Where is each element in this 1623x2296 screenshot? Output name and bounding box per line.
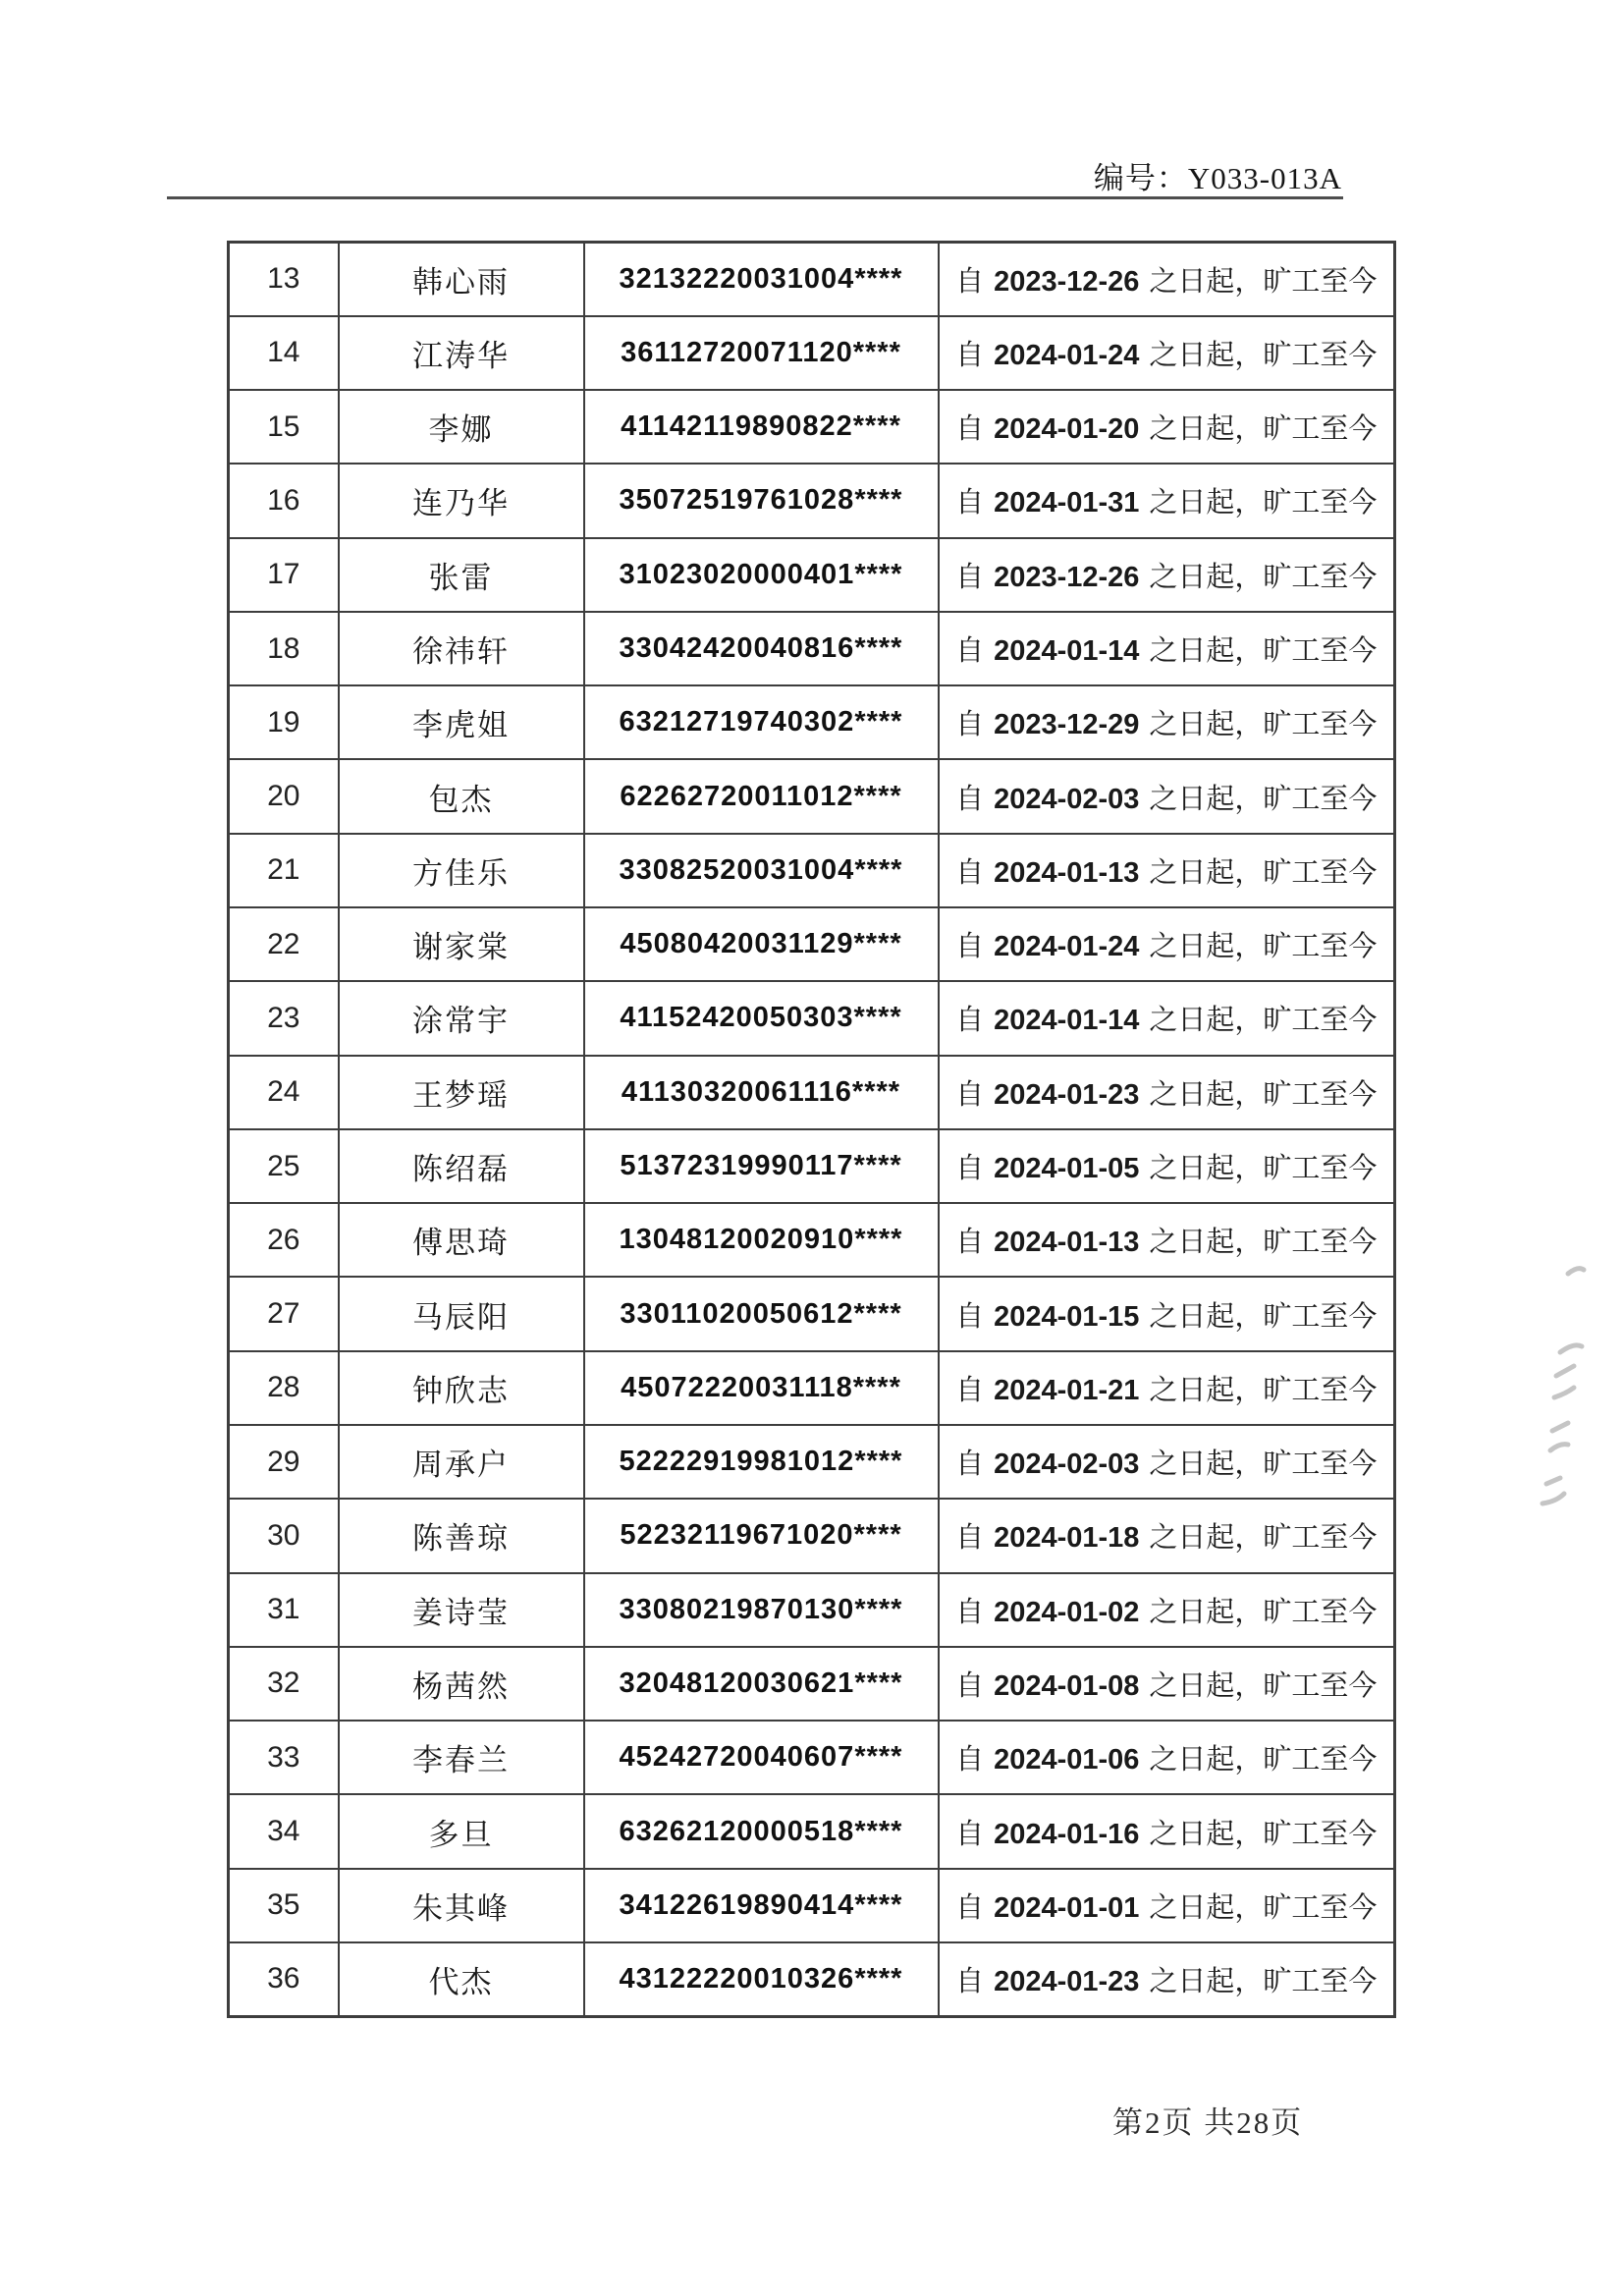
status-prefix: 自: [955, 1374, 985, 1406]
status-cell: [939, 1869, 1395, 1942]
scan-artifact: [1517, 1203, 1605, 1527]
table-row: [229, 759, 1395, 833]
table-row: [229, 1721, 1395, 1794]
row-number-cell: 27: [229, 1277, 339, 1350]
id-number-cell: 45242720040607****: [584, 1721, 939, 1794]
id-number-cell: 34122619890414****: [584, 1869, 939, 1942]
table-row: [229, 1056, 1395, 1129]
table-row: [229, 685, 1395, 759]
status-prefix: 自: [955, 1522, 985, 1555]
id-number-cell: 32132220031004****: [584, 243, 939, 316]
row-number-cell: 33: [229, 1721, 339, 1794]
row-number-cell: 35: [229, 1869, 339, 1942]
row-number-cell: 15: [229, 390, 339, 464]
name-cell: 李虎姐: [339, 685, 584, 759]
status-suffix: 之日起，旷工至今: [1149, 1965, 1378, 1997]
table-row: [229, 981, 1395, 1055]
status-cell: [939, 685, 1395, 759]
status-suffix: 之日起，旷工至今: [1149, 1596, 1378, 1628]
status-prefix: 自: [955, 1227, 985, 1259]
id-number-cell: 41142119890822****: [584, 390, 939, 464]
status-prefix: 自: [955, 561, 985, 593]
name-cell: 李娜: [339, 390, 584, 464]
status-date: 2024-01-08: [994, 1669, 1140, 1702]
row-number-cell: 31: [229, 1573, 339, 1647]
status-cell: [939, 1721, 1395, 1794]
page-footer: 第2页 共28页: [1112, 2105, 1304, 2140]
name-cell: 代杰: [339, 1942, 584, 2017]
header-divider: [167, 196, 1343, 199]
id-number-cell: 41130320061116****: [584, 1056, 939, 1129]
name-cell: 杨茜然: [339, 1647, 584, 1721]
id-number-cell: 32048120030621****: [584, 1647, 939, 1721]
status-prefix: 自: [955, 413, 985, 446]
table-row: [229, 1794, 1395, 1868]
status-cell: [939, 1277, 1395, 1350]
status-prefix: 自: [955, 635, 985, 668]
status-cell: [939, 243, 1395, 316]
id-number-cell: 63262120000518****: [584, 1794, 939, 1868]
status-suffix: 之日起，旷工至今: [1149, 709, 1378, 741]
table-row: [229, 834, 1395, 907]
status-date: 2024-01-06: [994, 1744, 1140, 1777]
row-number-cell: 18: [229, 612, 339, 685]
status-cell: [939, 612, 1395, 685]
table-row: [229, 1351, 1395, 1425]
status-date: 2024-01-13: [994, 856, 1140, 889]
name-cell: 江涛华: [339, 316, 584, 390]
status-cell: [939, 1351, 1395, 1425]
status-date: 2023-12-29: [994, 709, 1140, 741]
status-suffix: 之日起，旷工至今: [1149, 1744, 1378, 1777]
status-date: 2024-01-13: [994, 1227, 1140, 1259]
status-cell: [939, 1794, 1395, 1868]
table-row: [229, 464, 1395, 537]
status-prefix: 自: [955, 1891, 985, 1924]
status-cell: [939, 390, 1395, 464]
id-number-cell: 13048120020910****: [584, 1203, 939, 1277]
row-number-cell: 14: [229, 316, 339, 390]
status-suffix: 之日起，旷工至今: [1149, 1522, 1378, 1555]
status-prefix: 自: [955, 487, 985, 519]
status-cell: [939, 759, 1395, 833]
row-number-cell: 36: [229, 1942, 339, 2017]
status-cell: [939, 1573, 1395, 1647]
status-prefix: 自: [955, 709, 985, 741]
status-suffix: 之日起，旷工至今: [1149, 856, 1378, 889]
table-row: [229, 243, 1395, 316]
name-cell: 陈善琼: [339, 1499, 584, 1572]
id-number-cell: 33011020050612****: [584, 1277, 939, 1350]
status-suffix: 之日起，旷工至今: [1149, 1891, 1378, 1924]
table-row: [229, 907, 1395, 981]
name-cell: 傅思琦: [339, 1203, 584, 1277]
name-cell: 马辰阳: [339, 1277, 584, 1350]
status-suffix: 之日起，旷工至今: [1149, 1227, 1378, 1259]
status-date: 2024-01-16: [994, 1818, 1140, 1850]
row-number-cell: 19: [229, 685, 339, 759]
table-row: [229, 538, 1395, 612]
status-suffix: 之日起，旷工至今: [1149, 1818, 1378, 1850]
table-row: [229, 1425, 1395, 1499]
status-prefix: 自: [955, 1818, 985, 1850]
status-date: 2024-01-31: [994, 487, 1140, 519]
status-prefix: 自: [955, 1669, 985, 1702]
status-date: 2024-01-02: [994, 1596, 1140, 1628]
status-suffix: 之日起，旷工至今: [1149, 1153, 1378, 1185]
name-cell: 李春兰: [339, 1721, 584, 1794]
name-cell: 姜诗莹: [339, 1573, 584, 1647]
row-number-cell: 30: [229, 1499, 339, 1572]
table-row: [229, 1499, 1395, 1572]
status-prefix: 自: [955, 931, 985, 963]
name-cell: 多旦: [339, 1794, 584, 1868]
status-prefix: 自: [955, 1005, 985, 1037]
status-prefix: 自: [955, 339, 985, 371]
absence-table: [227, 241, 1396, 2018]
status-date: 2024-01-18: [994, 1522, 1140, 1555]
status-suffix: 之日起，旷工至今: [1149, 1005, 1378, 1037]
table-row: [229, 1647, 1395, 1721]
table-row: [229, 1942, 1395, 2017]
status-cell: [939, 981, 1395, 1055]
status-date: 2024-01-01: [994, 1891, 1140, 1924]
status-prefix: 自: [955, 783, 985, 815]
status-suffix: 之日起，旷工至今: [1149, 931, 1378, 963]
name-cell: 钟欣志: [339, 1351, 584, 1425]
table-row: [229, 390, 1395, 464]
status-date: 2024-02-03: [994, 783, 1140, 815]
doc-number: 编号：Y033-013A: [1093, 161, 1342, 195]
status-cell: [939, 464, 1395, 537]
row-number-cell: 24: [229, 1056, 339, 1129]
status-prefix: 自: [955, 1744, 985, 1777]
row-number-cell: 29: [229, 1425, 339, 1499]
name-cell: 朱其峰: [339, 1869, 584, 1942]
row-number-cell: 21: [229, 834, 339, 907]
name-cell: 涂常宇: [339, 981, 584, 1055]
status-suffix: 之日起，旷工至今: [1149, 339, 1378, 371]
name-cell: 陈绍磊: [339, 1129, 584, 1203]
name-cell: 谢家棠: [339, 907, 584, 981]
status-suffix: 之日起，旷工至今: [1149, 1449, 1378, 1481]
id-number-cell: 52232119671020****: [584, 1499, 939, 1572]
status-date: 2024-01-24: [994, 339, 1140, 371]
row-number-cell: 34: [229, 1794, 339, 1868]
status-prefix: 自: [955, 265, 985, 298]
row-number-cell: 17: [229, 538, 339, 612]
status-cell: [939, 1647, 1395, 1721]
table-row: [229, 1203, 1395, 1277]
table-row: [229, 612, 1395, 685]
status-cell: [939, 1129, 1395, 1203]
name-cell: 包杰: [339, 759, 584, 833]
id-number-cell: 33042420040816****: [584, 612, 939, 685]
row-number-cell: 23: [229, 981, 339, 1055]
name-cell: 连乃华: [339, 464, 584, 537]
status-date: 2024-01-20: [994, 413, 1140, 446]
status-prefix: 自: [955, 856, 985, 889]
row-number-cell: 28: [229, 1351, 339, 1425]
name-cell: 周承户: [339, 1425, 584, 1499]
status-prefix: 自: [955, 1153, 985, 1185]
status-date: 2024-02-03: [994, 1449, 1140, 1481]
status-prefix: 自: [955, 1078, 985, 1111]
name-cell: 张雷: [339, 538, 584, 612]
status-date: 2024-01-05: [994, 1153, 1140, 1185]
row-number-cell: 25: [229, 1129, 339, 1203]
status-cell: [939, 834, 1395, 907]
status-date: 2024-01-21: [994, 1374, 1140, 1406]
status-cell: [939, 907, 1395, 981]
status-suffix: 之日起，旷工至今: [1149, 487, 1378, 519]
table-row: [229, 1277, 1395, 1350]
status-suffix: 之日起，旷工至今: [1149, 561, 1378, 593]
row-number-cell: 22: [229, 907, 339, 981]
id-number-cell: 35072519761028****: [584, 464, 939, 537]
status-suffix: 之日起，旷工至今: [1149, 783, 1378, 815]
status-date: 2024-01-23: [994, 1078, 1140, 1111]
name-cell: 韩心雨: [339, 243, 584, 316]
status-suffix: 之日起，旷工至今: [1149, 1669, 1378, 1702]
status-prefix: 自: [955, 1965, 985, 1997]
id-number-cell: 45080420031129****: [584, 907, 939, 981]
row-number-cell: 26: [229, 1203, 339, 1277]
status-cell: [939, 1942, 1395, 2017]
status-cell: [939, 1499, 1395, 1572]
table-row: [229, 1869, 1395, 1942]
status-suffix: 之日起，旷工至今: [1149, 635, 1378, 668]
row-number-cell: 20: [229, 759, 339, 833]
status-cell: [939, 1425, 1395, 1499]
table-row: [229, 316, 1395, 390]
id-number-cell: 36112720071120****: [584, 316, 939, 390]
status-suffix: 之日起，旷工至今: [1149, 1300, 1378, 1333]
status-date: 2024-01-24: [994, 931, 1140, 963]
name-cell: 徐祎轩: [339, 612, 584, 685]
status-prefix: 自: [955, 1449, 985, 1481]
id-number-cell: 33080219870130****: [584, 1573, 939, 1647]
row-number-cell: 16: [229, 464, 339, 537]
id-number-cell: 62262720011012****: [584, 759, 939, 833]
id-number-cell: 41152420050303****: [584, 981, 939, 1055]
row-number-cell: 32: [229, 1647, 339, 1721]
id-number-cell: 43122220010326****: [584, 1942, 939, 2017]
status-date: 2024-01-23: [994, 1965, 1140, 1997]
name-cell: 方佳乐: [339, 834, 584, 907]
id-number-cell: 63212719740302****: [584, 685, 939, 759]
status-suffix: 之日起，旷工至今: [1149, 1374, 1378, 1406]
status-cell: [939, 1056, 1395, 1129]
status-prefix: 自: [955, 1300, 985, 1333]
table-body: [229, 243, 1395, 2017]
status-suffix: 之日起，旷工至今: [1149, 413, 1378, 446]
id-number-cell: 33082520031004****: [584, 834, 939, 907]
id-number-cell: 31023020000401****: [584, 538, 939, 612]
status-date: 2023-12-26: [994, 265, 1140, 298]
id-number-cell: 51372319990117****: [584, 1129, 939, 1203]
status-suffix: 之日起，旷工至今: [1149, 265, 1378, 298]
status-date: 2024-01-14: [994, 1005, 1140, 1037]
status-cell: [939, 316, 1395, 390]
status-date: 2023-12-26: [994, 561, 1140, 593]
name-cell: 王梦瑶: [339, 1056, 584, 1129]
id-number-cell: 52222919981012****: [584, 1425, 939, 1499]
row-number-cell: 13: [229, 243, 339, 316]
status-cell: [939, 538, 1395, 612]
status-prefix: 自: [955, 1596, 985, 1628]
status-date: 2024-01-14: [994, 635, 1140, 668]
table-row: [229, 1129, 1395, 1203]
status-suffix: 之日起，旷工至今: [1149, 1078, 1378, 1111]
status-cell: [939, 1203, 1395, 1277]
id-number-cell: 45072220031118****: [584, 1351, 939, 1425]
status-date: 2024-01-15: [994, 1300, 1140, 1333]
table-row: [229, 1573, 1395, 1647]
